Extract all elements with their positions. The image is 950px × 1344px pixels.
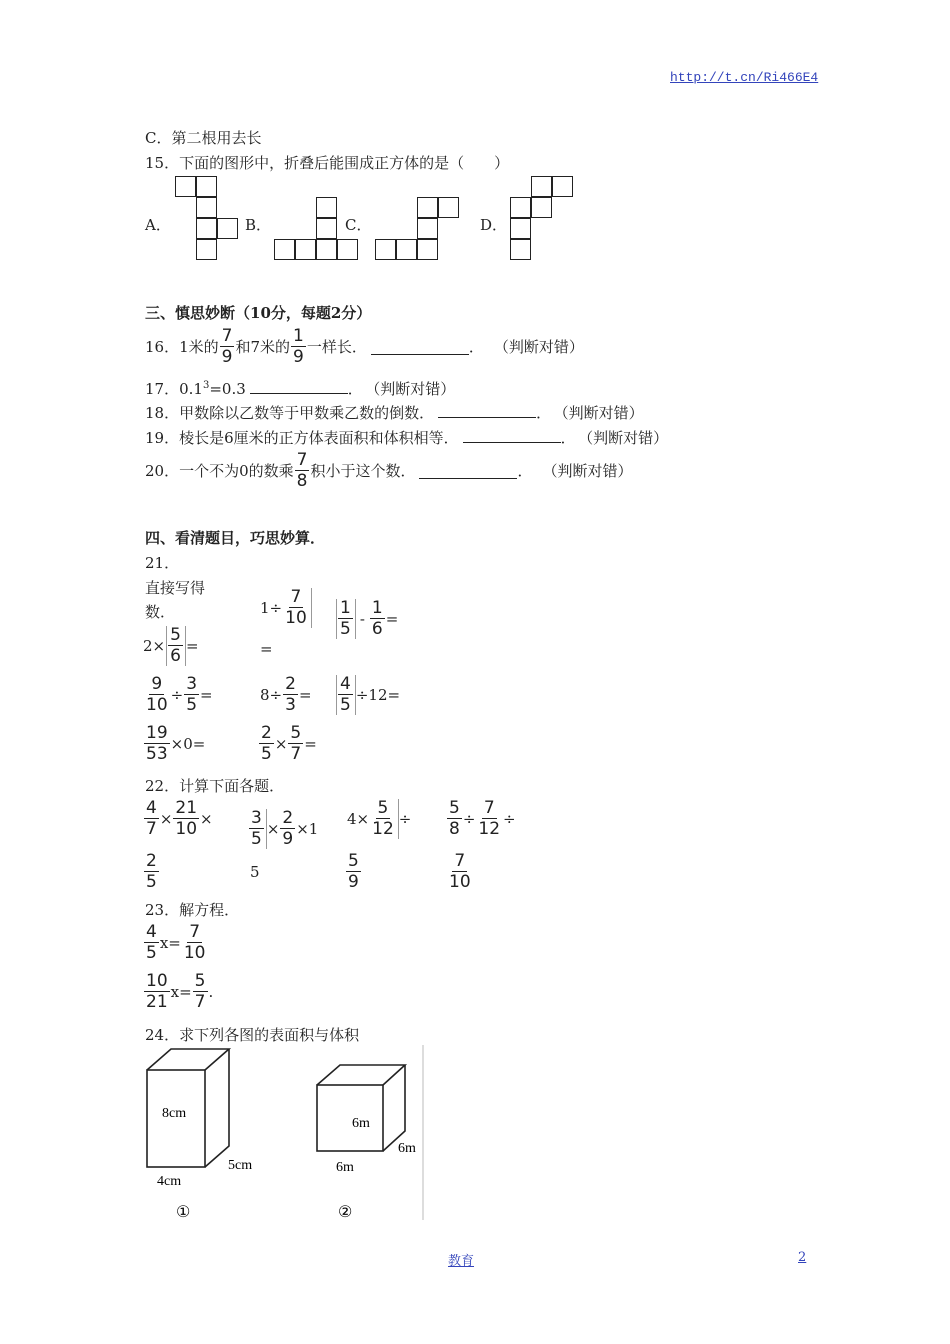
q22-calc-4-tail: $\frac{7}{10}$ <box>449 851 471 892</box>
q18-row: 18．甲数除以乙数等于甲数乘乙数的倒数． ． （判断对错） <box>145 404 644 422</box>
q22-stem: 22．计算下面各题． <box>145 777 285 795</box>
q21-expr-7: $\frac{19}{53}$ ×0= <box>146 723 206 764</box>
cuboid-1-height: 8cm <box>162 1106 187 1121</box>
cube-2-edge-side: 6m <box>398 1141 416 1156</box>
cube-2 <box>317 1065 405 1151</box>
fraction: $\frac{7}{8}$ <box>296 450 308 491</box>
q22-calc-2-tail: 5 <box>250 863 260 881</box>
q16-row: 16．1米的 $\frac{7}{9}$ 和7米的 $\frac{1}{9}$ 一样长． ． （判断对错） <box>145 326 584 367</box>
cube-net-a[interactable] <box>175 176 241 262</box>
q21-expr-6: $\frac{4}{5}$ ÷12= <box>335 674 400 715</box>
q22-calc-4: $\frac{5}{8}$ ÷ $\frac{7}{12}$ ÷ <box>449 798 516 839</box>
cuboid-1-width: 5cm <box>228 1158 253 1173</box>
fraction: $\frac{1}{9}$ <box>293 326 304 367</box>
q15-label-d: D． <box>480 216 508 234</box>
q15-stem: 15．下面的图形中，折叠后能围成正方体的是（ ） <box>145 154 510 172</box>
answer-blank[interactable] <box>463 427 561 443</box>
q21-expr-3: $\frac{1}{5}$ - $\frac{1}{6}$ = <box>335 598 398 639</box>
cube-net-d[interactable] <box>510 176 576 262</box>
q15-label-b: B． <box>245 216 272 234</box>
page-number: 2 <box>798 1250 807 1265</box>
q16-pre: 16．1米的 <box>145 338 219 356</box>
q15-label-c: C． <box>345 216 372 234</box>
cube-2-edge-bottom: 6m <box>336 1160 354 1175</box>
answer-blank[interactable] <box>438 402 536 418</box>
cuboid-1-length: 4cm <box>157 1174 182 1189</box>
q23-eq-1: $\frac{4}{5}$ x= $\frac{7}{10}$ <box>146 922 206 963</box>
q21-num: 21． <box>145 554 180 572</box>
header-link[interactable]: http://t.cn/Ri466E4 <box>670 70 819 85</box>
solids-figure <box>140 1045 440 1225</box>
cube-net-c[interactable] <box>375 197 465 263</box>
q21-expr-2: 1÷ $\frac{7}{10}$ <box>260 587 312 628</box>
q22-calc-3: 4× $\frac{5}{12}$ ÷ <box>347 798 412 839</box>
q20-row: 20．一个不为0的数乘 $\frac{7}{8}$ 积小于这个数． ． （判断对错） <box>145 450 633 491</box>
q24-stem: 24．求下列各图的表面积与体积 <box>145 1026 360 1044</box>
q21-expr-5: 8÷ $\frac{2}{3}$ = <box>260 674 312 715</box>
answer-blank[interactable] <box>250 378 348 394</box>
section4-title: 四、看清题目，巧思妙算． <box>145 529 326 547</box>
fraction: $\frac{7}{9}$ <box>221 326 233 367</box>
footer-center[interactable]: 教育 <box>448 1254 475 1269</box>
q17-row: 17．$0.1^3=0.3$ ． （判断对错） <box>145 380 456 398</box>
cube-net-b[interactable] <box>274 197 340 263</box>
hint: （判断对错） <box>493 338 584 356</box>
q14-option-c: C．第二根用去长 <box>145 129 262 147</box>
q19-row: 19．棱长是6厘米的正方体表面积和体积相等． ． （判断对错） <box>145 429 669 447</box>
q21-expr-8: $\frac{2}{5}$ × $\frac{5}{7}$ = <box>261 723 317 764</box>
q22-calc-1: $\frac{4}{7}$ × $\frac{21}{10}$ × <box>146 798 213 839</box>
figure-mark-1: ① <box>176 1204 191 1221</box>
q22-calc-3-tail: $\frac{5}{9}$ <box>348 851 359 892</box>
q22-calc-1-tail: $\frac{2}{5}$ <box>146 851 157 892</box>
q21-expr-4: $\frac{9}{10}$ ÷ $\frac{3}{5}$ = <box>146 674 213 715</box>
q23-stem: 23．解方程． <box>145 901 240 919</box>
answer-blank[interactable] <box>419 463 517 479</box>
q23-eq-2: $\frac{10}{21}$ x= $\frac{5}{7}$ . <box>146 971 214 1012</box>
q21-expr-1: 2× $\frac{5}{6}$ = <box>143 625 199 666</box>
q16-post: 一样长． <box>306 338 367 356</box>
q16-mid: 和7米的 <box>235 338 291 356</box>
cuboid-1 <box>147 1049 229 1167</box>
q22-calc-2: $\frac{3}{5}$ × $\frac{2}{9}$ ×1 <box>251 808 319 849</box>
cube-2-edge-front: 6m <box>352 1116 370 1131</box>
figure-mark-2: ② <box>338 1204 353 1221</box>
q15-label-a: A． <box>145 216 171 234</box>
section3-title: 三、慎思妙断（10分，每题2分） <box>145 304 372 322</box>
q21-expr-2-equals: = <box>260 640 273 658</box>
answer-blank[interactable] <box>371 339 469 355</box>
q21-label-2: 数． <box>145 603 176 621</box>
q21-label-1: 直接写得 <box>145 579 206 597</box>
